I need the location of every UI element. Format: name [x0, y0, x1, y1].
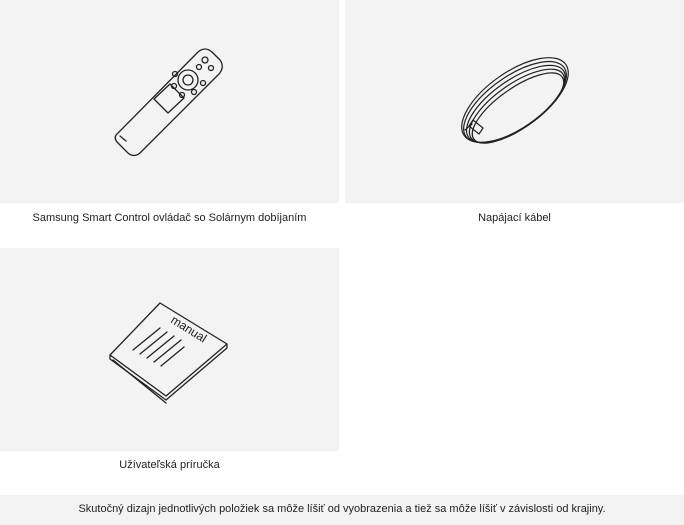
item-remote-image-panel — [0, 0, 339, 203]
item-cable-caption: Napájací kábel — [478, 212, 551, 224]
remote-control-icon — [0, 0, 339, 203]
item-remote-caption: Samsung Smart Control ovládač so Solárnym dobíjaním — [32, 212, 307, 224]
item-manual-image-panel — [0, 248, 339, 451]
manual-cover-word: manual — [168, 312, 210, 346]
power-cable-icon — [345, 0, 684, 203]
footer-disclaimer: Skutočný dizajn jednotlivých položiek sa môže líšiť od vyobrazenia a tiež sa môže líšiť v závislosti od krajiny. — [0, 495, 684, 525]
item-manual-caption: Užívateľská príručka — [119, 459, 220, 471]
manual-icon — [0, 248, 339, 451]
item-cable-image-panel — [345, 0, 684, 203]
